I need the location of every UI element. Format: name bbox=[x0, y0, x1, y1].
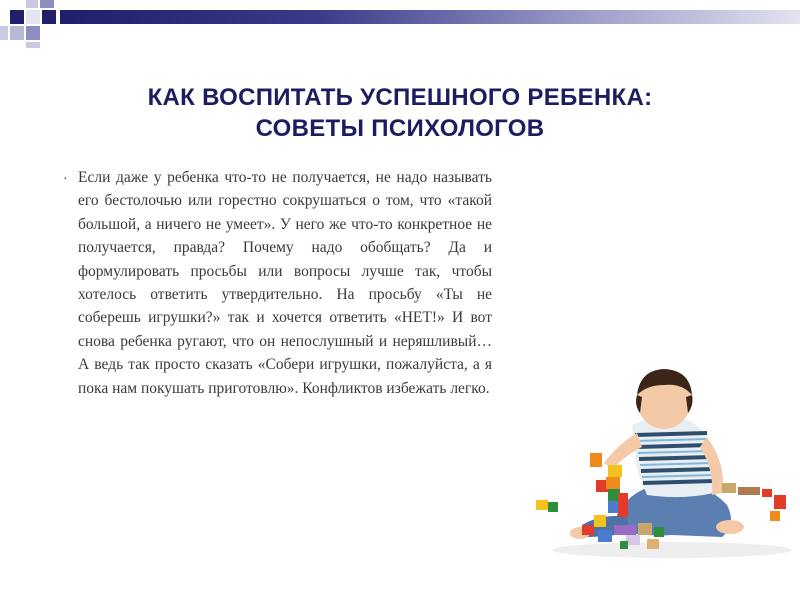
decor-square bbox=[26, 42, 40, 48]
decor-square bbox=[40, 0, 54, 8]
title-line-2: СОВЕТЫ ПСИХОЛОГОВ bbox=[255, 115, 545, 142]
decor-square bbox=[0, 26, 8, 40]
decor-square bbox=[42, 10, 56, 24]
title-line-1: КАК ВОСПИТАТЬ УСПЕШНОГО РЕБЕНКА: bbox=[147, 84, 653, 111]
decor-square bbox=[26, 10, 40, 24]
slide-title bbox=[30, 82, 770, 144]
decor-square bbox=[10, 26, 24, 40]
decor-square bbox=[10, 10, 24, 24]
child-with-blocks-photo bbox=[522, 365, 792, 560]
body-paragraph: Если даже у ребенка что-то не получается, не надо называть его бестолочью или горестно сокрушаться о том, что «такой большой, а ничего не умеет». У него же что-то конкретное не получается, правда? Почему надо обобщать? Да и формулировать просьбы или вопросы лучше так, чтобы хотелось ответить утвердительно. На просьбу «Ты не соберешь игрушки?» так и хочется ответить «НЕТ!» И вот снова ребенка ругают, что он непослушный и неряшливый… А ведь так просто сказать «Собери игрушки, пожалуйста, а я пока нам покушать приготовлю». Конфликтов избежать легко. bbox=[78, 169, 492, 397]
decor-square bbox=[26, 26, 40, 40]
decor-square bbox=[26, 0, 38, 8]
bullet-marker: · bbox=[63, 172, 68, 187]
header-bar bbox=[60, 10, 800, 24]
